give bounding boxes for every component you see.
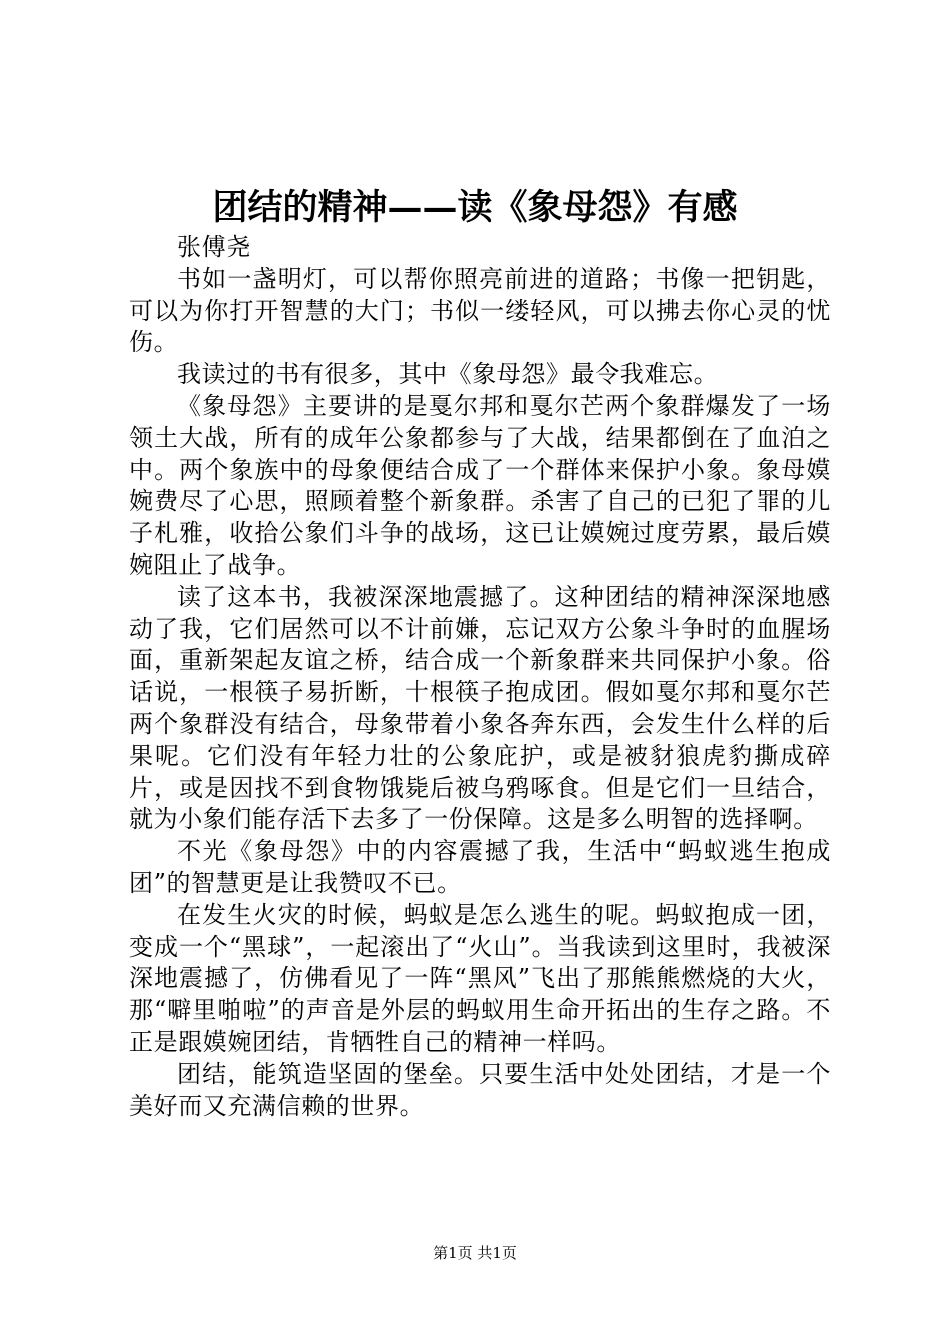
- paragraph-7: 团结，能筑造坚固的堡垒。只要生活中处处团结，才是一个美好而又充满信赖的世界。: [129, 1059, 831, 1120]
- paragraph-4: 读了这本书，我被深深地震撼了。这种团结的精神深深地感动了我，它们居然可以不计前嫌，忘记双方公象斗争时的血腥场面，重新架起友谊之桥，结合成一个新象群来共同保护小象。俗话说，一根筷子易折断，十根筷子抱成团。假如戛尔邦和戛尔芒两个象群没有结合，母象带着小象各奔东西，会发生什么样的后果呢。它们没有年轻力壮的公象庇护，或是被豺狼虎豹撕成碎片，或是因找不到食物饿毙后被乌鸦啄食。但是它们一旦结合，就为小象们能存活下去多了一份保障。这是多么明智的选择啊。: [129, 582, 831, 834]
- paragraph-6: 在发生火灾的时候，蚂蚁是怎么逃生的呢。蚂蚁抱成一团，变成一个“黑球”，一起滚出了“火山”。当我读到这里时，我被深深地震撼了，仿佛看见了一阵“黑风”飞出了那熊熊燃烧的大火，那“噼里啪啦”的声音是外层的蚂蚁用生命开拓出的生存之路。不正是跟嫫婉团结，肯牺牲自己的精神一样吗。: [129, 900, 831, 1056]
- document-body: [129, 232, 831, 1122]
- paragraph-1: 书如一盏明灯，可以帮你照亮前进的道路；书像一把钥匙，可以为你打开智慧的大门；书似一缕轻风，可以拂去你心灵的忧伤。: [129, 264, 831, 357]
- paragraph-3: 《象母怨》主要讲的是戛尔邦和戛尔芒两个象群爆发了一场领土大战，所有的成年公象都参与了大战，结果都倒在了血泊之中。两个象族中的母象便结合成了一个群体来保护小象。象母嫫婉费尽了心思，照顾着整个新象群。杀害了自己的已犯了罪的儿子札雅，收拾公象们斗争的战场，这已让嫫婉过度劳累，最后嫫婉阻止了战争。: [129, 391, 831, 579]
- document-title: 团结的精神——读《象母怨》有感: [212, 187, 738, 228]
- author-line: 张傅尧: [177, 233, 251, 261]
- paragraph-5: 不光《象母怨》中的内容震撼了我，生活中“蚂蚁逃生抱成团”的智慧更是让我赞叹不已。: [129, 837, 831, 897]
- paragraph-2: 我读过的书有很多，其中《象母怨》最令我难忘。: [177, 360, 719, 389]
- page-footer: 第1页 共1页: [433, 1244, 517, 1262]
